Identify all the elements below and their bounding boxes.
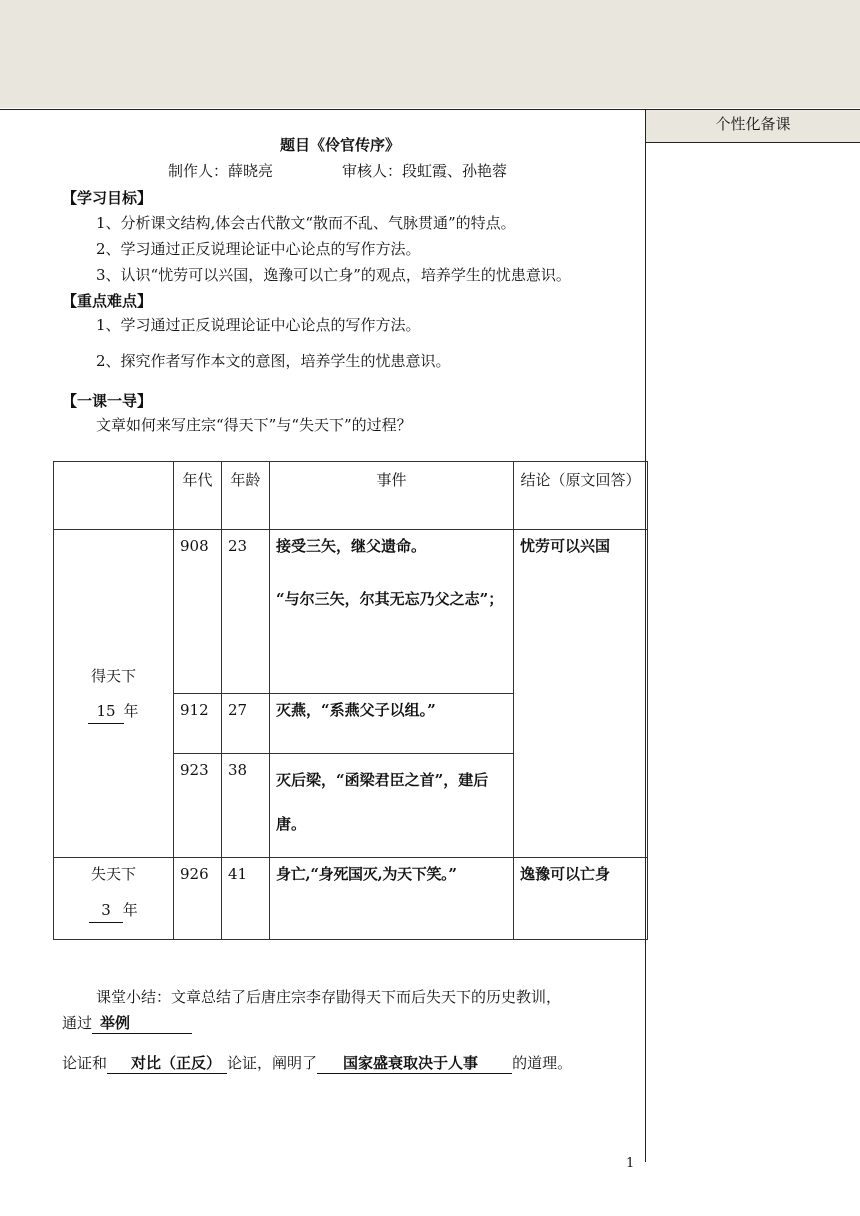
event-line: 接受三矢，继父遗命。 [276,537,427,555]
header-age: 年龄 [222,462,270,530]
header-blank [54,462,174,530]
loss-years-value: 3 [89,898,123,923]
header-year: 年代 [174,462,222,530]
group-loss-years [60,898,167,923]
doc-title: 题目《伶官传序》 [280,136,401,154]
header-event: 事件 [270,462,514,530]
cell-age: 41 [222,858,270,940]
goal-item: 1、分析课文结构,体会古代散文“散而不乱、气脉贯通”的特点。 [96,214,516,232]
key-item: 2、探究作者写作本文的意图，培养学生的忧患意识。 [96,352,451,370]
cell-year: 923 [174,754,222,858]
reviewer-label: 审核人：段虹霞、孙艳蓉 [342,162,508,180]
through-text: 通过 [62,1014,93,1032]
goals-heading: 【学习目标】 [62,189,153,207]
summary-through [62,1012,192,1034]
cell-year: 908 [174,530,222,694]
cell-year: 912 [174,694,222,754]
group-loss-cell [54,858,174,940]
guide-heading: 【一课一导】 [62,392,153,410]
argue-mid-text: 论证，阐明了 [227,1054,318,1072]
blank-method: 举例 [92,1012,192,1034]
guide-question: 文章如何来写庄宗“得天下”与“失天下”的过程？ [96,416,412,434]
gain-years-value: 15 [88,699,123,724]
event-line: “与尔三矢，尔其无忘乃父之志”； [276,590,504,608]
group-loss-label: 失天下 [90,865,136,883]
end-text: 的道理。 [512,1054,573,1072]
argue-and-text: 论证和 [62,1054,108,1072]
history-table [53,461,648,940]
header-conclusion: 结论（原文回答） [514,462,648,530]
summary-conclusion [62,1052,572,1074]
group-gain-cell [54,530,174,858]
goal-item: 2、学习通过正反说理论证中心论点的写作方法。 [96,240,421,258]
blank-contrast: 对比（正反） [107,1052,227,1074]
page-number: 1 [626,1156,635,1171]
cell-event: 身亡,“身死国灭,为天下笑。” [270,858,514,940]
author-label: 制作人：薛晓亮 [168,162,274,180]
cell-event: 灭燕，“系燕父子以组。” [270,694,514,754]
gain-years-suffix: 年 [123,702,139,720]
sidebar-header: 个性化备课 [646,110,860,143]
cell-age: 38 [222,754,270,858]
summary-line: 课堂小结：文章总结了后唐庄宗李存勖得天下而后失天下的历史教训， [96,988,562,1006]
goal-item: 3、认识“忧劳可以兴国，逸豫可以亡身”的观点，培养学生的忧患意识。 [96,266,571,284]
group-gain-years [60,699,167,724]
key-item: 1、学习通过正反说理论证中心论点的写作方法。 [96,316,421,334]
cell-age: 27 [222,694,270,754]
cell-event: 灭后梁，“函梁君臣之首”，建后唐。 [270,754,514,858]
loss-years-suffix: 年 [122,901,138,919]
gain-conclusion: 忧劳可以兴国 [514,530,648,858]
cell-age: 23 [222,530,270,694]
key-heading: 【重点难点】 [62,292,153,310]
cell-year: 926 [174,858,222,940]
group-gain-label: 得天下 [90,667,136,685]
blank-thesis: 国家盛衰取决于人事 [317,1052,512,1074]
top-header-band [0,0,860,108]
cell-event [270,530,514,694]
loss-conclusion: 逸豫可以亡身 [514,858,648,940]
